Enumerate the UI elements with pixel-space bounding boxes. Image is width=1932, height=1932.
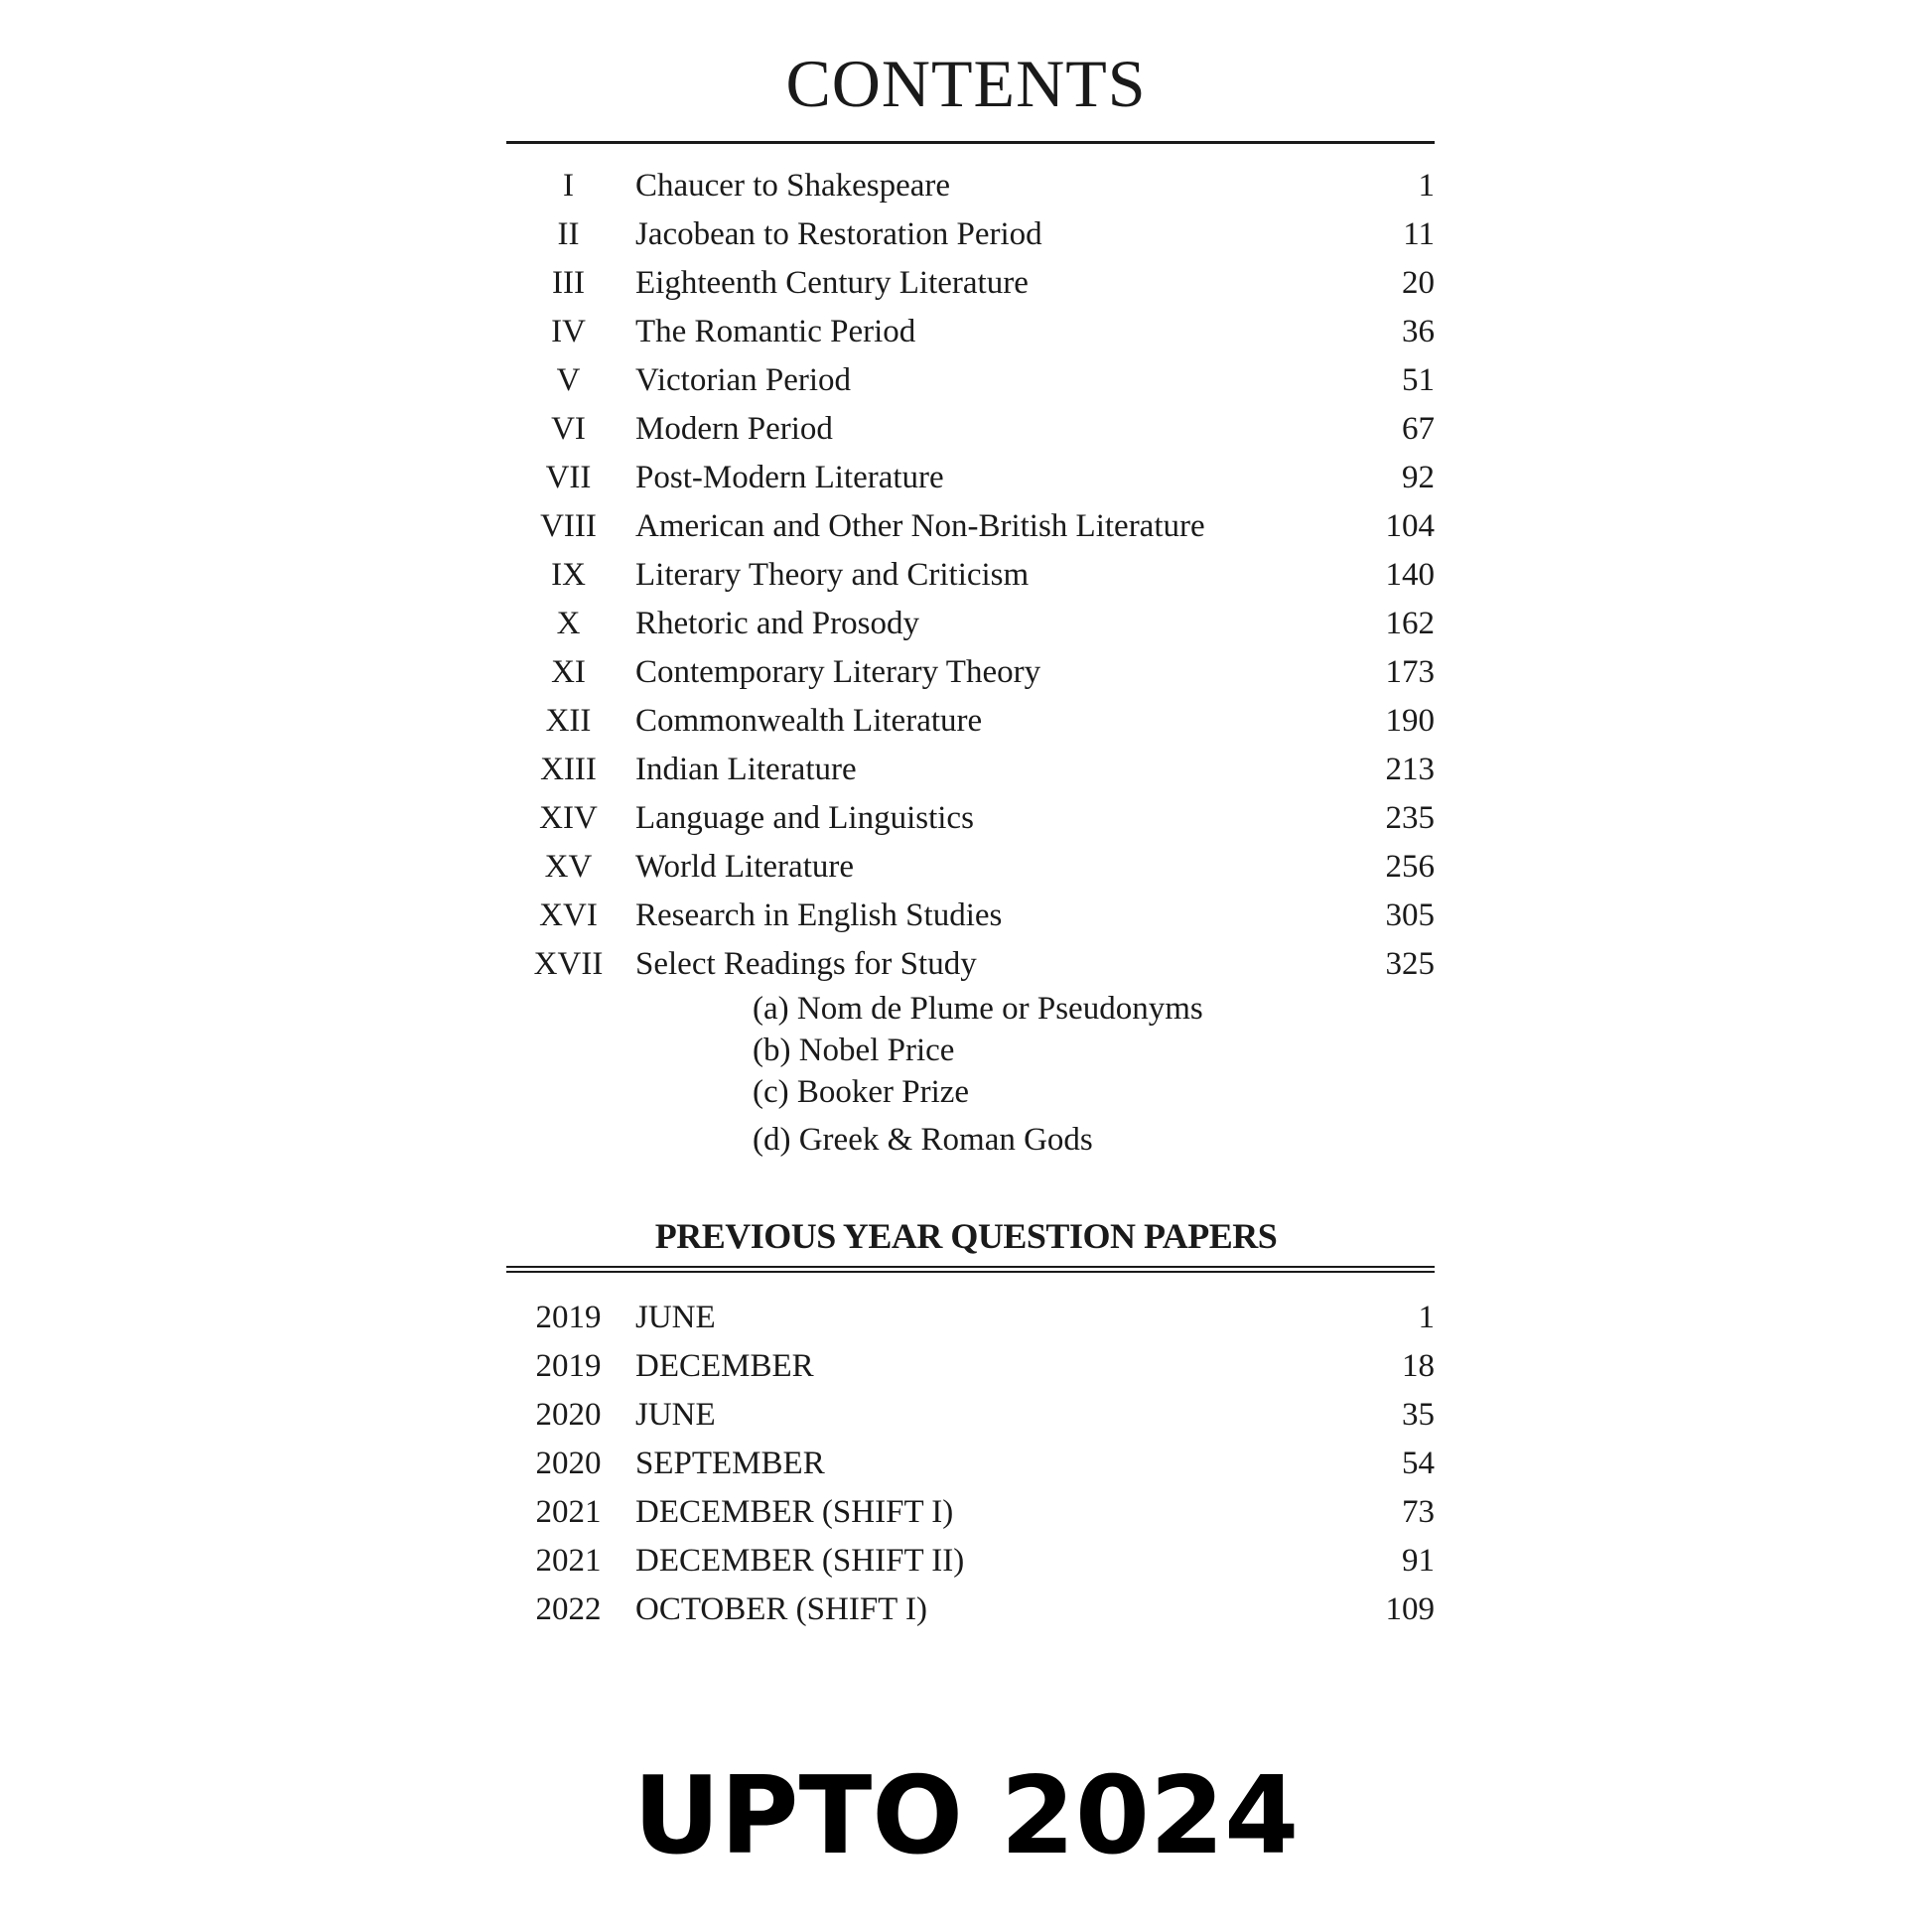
page-number: 305 (1385, 897, 1435, 933)
chapter-title: Research in English Studies (635, 897, 1003, 933)
chapter-title: Select Readings for Study (635, 946, 977, 982)
toc-row[interactable] (506, 551, 1435, 600)
papers-section-title: PREVIOUS YEAR QUESTION PAPERS (654, 1216, 1278, 1256)
page-number: 18 (1402, 1348, 1435, 1384)
toc-row[interactable] (506, 648, 1435, 697)
chapter-number: VI (551, 411, 586, 447)
toc-row[interactable] (506, 162, 1435, 210)
chapter-title: Victorian Period (635, 362, 852, 398)
toc-row[interactable] (506, 502, 1435, 551)
paper-row[interactable] (506, 1342, 1435, 1391)
chapter-title: Rhetoric and Prosody (635, 606, 919, 641)
toc-row[interactable] (506, 210, 1435, 259)
paper-row[interactable] (506, 1537, 1435, 1586)
chapter-number: III (552, 265, 585, 301)
paper-year: 2020 (535, 1397, 602, 1433)
chapter-title: Jacobean to Restoration Period (635, 216, 1042, 252)
page-number: 67 (1402, 411, 1435, 447)
chapter-title: Chaucer to Shakespeare (635, 168, 951, 204)
paper-year: 2020 (535, 1446, 602, 1481)
paper-year: 2021 (535, 1494, 602, 1530)
chapter-title: Eighteenth Century Literature (635, 265, 1029, 301)
title-divider (506, 141, 1435, 144)
toc-row[interactable] (506, 259, 1435, 308)
chapter-title: Indian Literature (635, 752, 857, 787)
paper-row[interactable] (506, 1488, 1435, 1537)
toc-row[interactable] (506, 308, 1435, 356)
page-number: 190 (1385, 703, 1435, 739)
page-number: 1 (1418, 1300, 1435, 1335)
chapter-title: Post-Modern Literature (635, 460, 944, 495)
chapter-number: V (556, 362, 581, 398)
page-number: 91 (1402, 1543, 1435, 1579)
paper-session: DECEMBER (SHIFT I) (635, 1494, 954, 1530)
page-number: 213 (1385, 752, 1435, 787)
chapter-number: XVI (539, 897, 598, 933)
chapter-title: World Literature (635, 849, 854, 885)
paper-year: 2019 (535, 1300, 602, 1335)
page-number: 51 (1402, 362, 1435, 398)
chapter-title: Language and Linguistics (635, 800, 974, 836)
upto-banner: UPTO 2024 (632, 1754, 1300, 1878)
paper-year: 2022 (535, 1591, 602, 1627)
page-number: 140 (1385, 557, 1435, 593)
subitem[interactable]: (d) Greek & Roman Gods (753, 1122, 1093, 1158)
chapter-title: American and Other Non-British Literature (635, 508, 1205, 544)
page-number: 1 (1418, 168, 1435, 204)
page-number: 109 (1385, 1591, 1435, 1627)
page-number: 162 (1385, 606, 1435, 641)
chapter-number: XIV (539, 800, 598, 836)
chapter-title: Commonwealth Literature (635, 703, 983, 739)
page-number: 35 (1402, 1397, 1435, 1433)
chapter-title: Modern Period (635, 411, 833, 447)
chapter-number: VII (545, 460, 592, 495)
chapter-title: Literary Theory and Criticism (635, 557, 1030, 593)
paper-row[interactable] (506, 1294, 1435, 1342)
toc-row[interactable] (506, 356, 1435, 405)
papers-divider (506, 1266, 1435, 1273)
chapter-title: Contemporary Literary Theory (635, 654, 1041, 690)
page-number: 235 (1385, 800, 1435, 836)
page-number: 104 (1385, 508, 1435, 544)
chapter-number: II (557, 216, 580, 252)
toc-row[interactable] (506, 794, 1435, 843)
chapter-number: XIII (540, 752, 597, 787)
chapter-title: The Romantic Period (635, 314, 916, 349)
chapter-number: IX (551, 557, 586, 593)
paper-session: DECEMBER (635, 1348, 814, 1384)
chapter-number: XVII (533, 946, 604, 982)
subitem[interactable]: (b) Nobel Price (753, 1033, 955, 1068)
toc-row[interactable] (506, 843, 1435, 892)
page-number: 11 (1403, 216, 1435, 252)
subitem[interactable]: (c) Booker Prize (753, 1074, 970, 1110)
page-number: 36 (1402, 314, 1435, 349)
toc-row[interactable] (506, 697, 1435, 746)
toc-row[interactable] (506, 454, 1435, 502)
chapter-number: I (563, 168, 574, 204)
page-number: 256 (1385, 849, 1435, 885)
chapter-number: VIII (540, 508, 597, 544)
paper-session: OCTOBER (SHIFT I) (635, 1591, 927, 1627)
paper-year: 2019 (535, 1348, 602, 1384)
paper-row[interactable] (506, 1391, 1435, 1440)
page-number: 173 (1385, 654, 1435, 690)
paper-row[interactable] (506, 1586, 1435, 1634)
page-number: 20 (1402, 265, 1435, 301)
paper-row[interactable] (506, 1440, 1435, 1488)
chapter-number: IV (551, 314, 586, 349)
toc-row[interactable] (506, 600, 1435, 648)
paper-session: JUNE (635, 1397, 716, 1433)
toc-row[interactable] (506, 405, 1435, 454)
contents-title: CONTENTS (785, 46, 1147, 121)
subitem[interactable]: (a) Nom de Plume or Pseudonyms (753, 991, 1203, 1027)
chapter-number: XV (544, 849, 593, 885)
paper-year: 2021 (535, 1543, 602, 1579)
page-number: 54 (1402, 1446, 1435, 1481)
page-number: 325 (1385, 946, 1435, 982)
paper-session: JUNE (635, 1300, 716, 1335)
page-number: 73 (1402, 1494, 1435, 1530)
paper-session: DECEMBER (SHIFT II) (635, 1543, 965, 1579)
chapter-number: XI (551, 654, 586, 690)
chapter-number: X (556, 606, 581, 641)
chapter-number: XII (545, 703, 592, 739)
page-number: 92 (1402, 460, 1435, 495)
toc-row[interactable] (506, 940, 1435, 989)
toc-row[interactable] (506, 892, 1435, 940)
paper-session: SEPTEMBER (635, 1446, 825, 1481)
toc-row[interactable] (506, 746, 1435, 794)
